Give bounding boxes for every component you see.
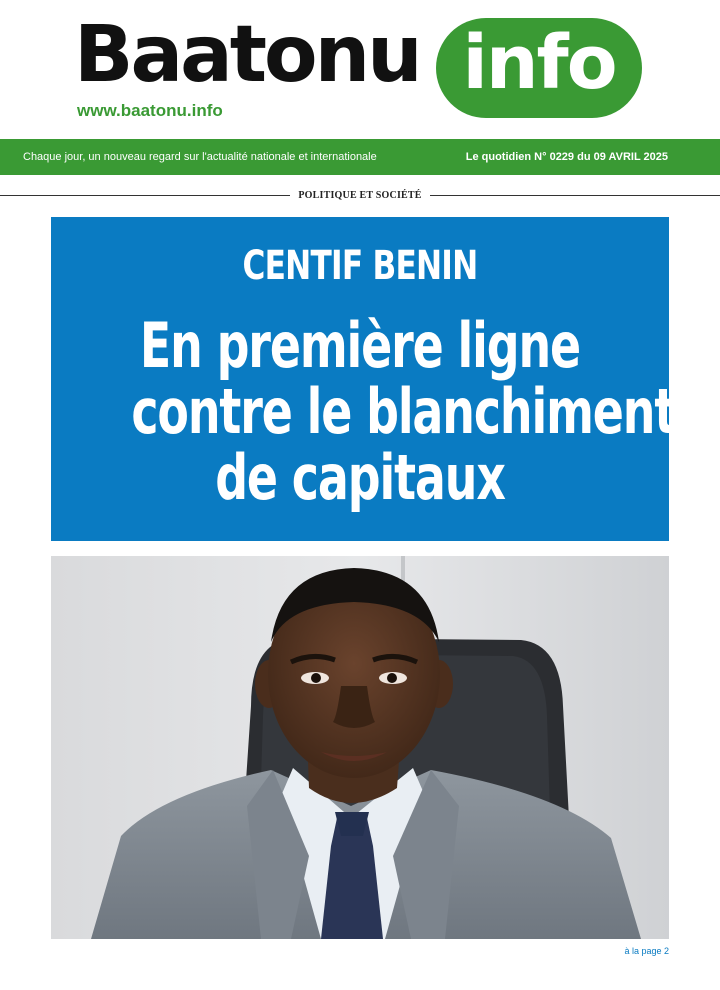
headline-kicker: CENTIF BENIN (242, 243, 478, 289)
rubric-divider-left (0, 195, 290, 196)
portrait-icon (51, 556, 669, 939)
headline-title (131, 309, 676, 514)
headline-title-line: En première ligne (139, 309, 581, 382)
page-reference-link[interactable]: à la page 2 (624, 946, 669, 956)
tagline-band (0, 139, 720, 175)
rubric-divider-right (430, 195, 720, 196)
headline-title-line: de capitaux (215, 441, 505, 514)
headline-box (51, 217, 676, 541)
headline-title-line: contre le blanchiment (131, 375, 676, 448)
tagline-text: Chaque jour, un nouveau regard sur l'actualité nationale et internationale (23, 151, 377, 163)
brand-wordmark: Baatonu (74, 10, 420, 100)
brand-pill-text: info (462, 20, 616, 106)
cover-photo (51, 556, 669, 939)
issue-info: Le quotidien N° 0229 du 09 AVRIL 2025 (465, 151, 668, 163)
rubric-label: POLITIQUE ET SOCIÉTÉ (298, 189, 422, 201)
section-rubric (0, 185, 720, 205)
brand-pill-badge (436, 18, 642, 118)
brand-url[interactable]: www.baatonu.info (77, 101, 223, 120)
masthead (0, 0, 720, 140)
